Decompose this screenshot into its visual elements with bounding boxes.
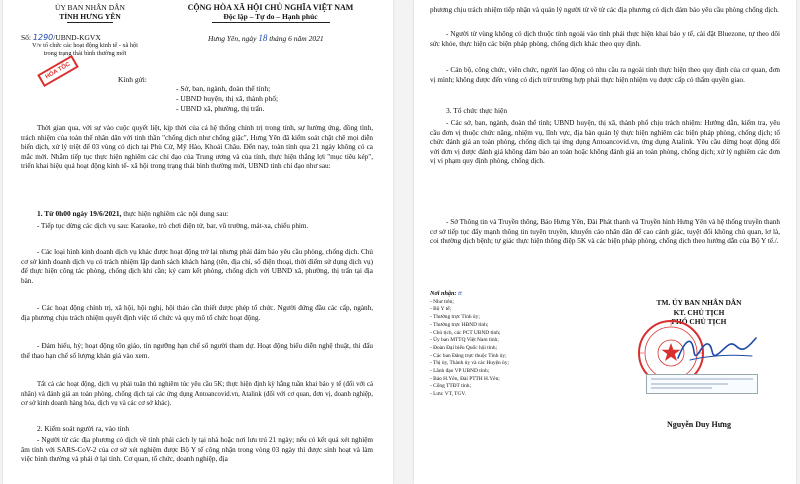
date-prefix: Hưng Yên, ngày — [208, 34, 257, 43]
doc-number-label: Số: — [21, 33, 32, 42]
issuer-underline — [67, 22, 113, 23]
paragraph-religious-events: - Đảm hiếu, hỷ; hoạt động tôn giáo, tín ngưỡng hạn chế số người tham dự. Hoạt động biểu diễn nghệ thuật, thi đấu thể thao hạn chế số lượng khán giả vào xem. — [21, 342, 373, 360]
distribution-item: - Thường trực Tỉnh ủy; — [430, 314, 480, 321]
paragraph-officials-travel: - Cán bộ, công chức, viên chức, người lao động có nhu cầu ra ngoài tỉnh thực hiện theo quy định của cơ quan, đơn vị mình; không được đến vùng có dịch trừ trường hợp phải thực hiện nhiệm vụ được cấp có thẩm quyền giao. — [430, 66, 780, 84]
paragraph-implementation: - Các sở, ban, ngành, đoàn thể tỉnh; UBND huyện, thị xã, thành phố chịu trách nhiệm: Hướng dẫn, kiểm tra, yêu cầu đơn vị thuộc chức năng, nhiệm vụ, lĩnh vực, địa bàn quản lý thực hiện nghiêm các biện pháp phòng, chống dịch; tổ chức đánh giá an toàn phòng, chống dịch tại ứng dụng Antoancovid.vn, ứng dụng Atalink. Yêu cầu dừng hoạt động đối với đơn vị được đánh giá không đảm bảo an toàn hoặc không đánh giá an toàn phòng, chống dịch; xử lý nghiêm các đơn vị vi phạm quy định phòng, chống dịch. — [430, 119, 780, 166]
distribution-item: - Thị ủy, Thành ủy và các Huyện ủy; — [430, 360, 509, 367]
paragraph-5k-compliance: Tất cả các hoạt động, dịch vụ phải tuân thủ nghiêm túc yêu cầu 5K; thực hiện định kỳ hằng tuần khai báo y tế (đối với cá nhân) và đánh giá an toàn phòng, chống dịch tại các ứng dụng Antoancovid.vn, Atalink (đối với cơ quan, đơn vị, doanh nghiệp, cơ sở kinh doanh hàng hóa, dịch vụ và các cơ sở khác). — [21, 381, 373, 408]
section-1-heading-bold: 1. Từ 0h00 ngày 19/6/2021, — [37, 209, 122, 218]
sign-org-line-3: PHÓ CHỦ TỊCH — [671, 317, 727, 326]
doc-number-suffix: /UBND-KGVX — [53, 33, 101, 42]
paragraph-quarantine: - Người từ các địa phương có dịch về tỉnh phải cách ly tại nhà hoặc nơi lưu trú 21 ngày; nếu có kết quả xét nghiệm âm tính với SARS-CoV-2 của cơ sở xét nghiệm được Bộ Y tế công nhận trong vòng 03 ngày thì được sinh hoạt và làm việc bình thường và phải ở lại tỉnh. Cơ quan, tổ chức, doanh nghiệp, địa — [21, 436, 373, 464]
digital-signature-line — [651, 383, 728, 385]
digital-signature-line — [651, 378, 753, 380]
doc-number-handwritten: 1290 — [32, 33, 54, 42]
distribution-item: - Ủy ban MTTQ Việt Nam tỉnh; — [430, 337, 499, 344]
distribution-item: - Báo H.Yên, Đài PTTH H.Yên; — [430, 375, 500, 382]
national-header — [153, 3, 388, 23]
distribution-item: - Chủ tịch, các PCT UBND tỉnh; — [430, 329, 501, 336]
sign-org-line-2: KT. CHỦ TỊCH — [673, 307, 725, 317]
recipient-item: - UBND xã, phường, thị trấn. — [176, 104, 265, 113]
distribution-item: - Cổng TTĐT tỉnh; — [430, 383, 471, 390]
handwritten-signature — [672, 330, 762, 370]
issuer-header — [25, 3, 155, 23]
paragraph-political-events: - Các hoạt động chính trị, xã hội, hội nghị, hội thảo cần thiết được phép tổ chức. Người đứng đầu các cấp, ngành, địa phương chịu trách nhiệm quyết định việc tổ chức và quy mô tổ chức hoạt động. — [21, 304, 373, 322]
sign-org-line-1: TM. ỦY BAN NHÂN DÂN — [656, 298, 742, 307]
digital-signature-box — [646, 374, 758, 394]
document-page-1 — [3, 0, 393, 484]
issuer-line-2: TỈNH HƯNG YÊN — [59, 12, 121, 21]
urgent-stamp: HỎA TỐC — [37, 55, 79, 87]
distribution-item: - Thường trực HĐND tỉnh; — [430, 321, 489, 328]
motto-underline — [212, 22, 330, 23]
handwritten-initials: tt — [458, 291, 463, 297]
recipients-title: Kính gửi: — [118, 75, 147, 84]
document-page-2 — [414, 0, 796, 484]
subject-line-2: trong trạng thái bình thường mới — [43, 49, 127, 57]
paragraph-out-of-province: - Người từ vùng không có dịch thuộc tỉnh ngoài vào tỉnh phải thực hiện khai báo y tế, cài đặt Bluezone, tự theo dõi sức khỏe, thực hiện các biện pháp phòng, chống dịch khác theo quy định. — [430, 30, 780, 48]
section-1-heading-rest: thực hiện nghiêm các nội dung sau: — [121, 209, 229, 218]
recipients-list — [176, 84, 278, 114]
signer-name: Nguyễn Duy Hưng — [667, 420, 731, 429]
paragraph-stop-services: - Tiếp tục dừng các dịch vụ sau: Karaoke, trò chơi điện tử, bar, vũ trường, mát-xa, chiếu phim. — [37, 222, 309, 230]
section-3-heading: 3. Tổ chức thực hiện — [446, 106, 508, 115]
document-date — [208, 33, 324, 43]
recipient-item: - Sở, ban, ngành, đoàn thể tỉnh; — [176, 84, 271, 93]
date-handwritten: 18 — [258, 33, 268, 43]
paragraph-continuation: phương chịu trách nhiệm tiếp nhận và quản lý người từ về từ các địa phương có dịch đảm bảo yêu cầu phòng chống dịch. — [430, 6, 779, 14]
national-motto-1: CỘNG HÒA XÃ HỘI CHỦ NGHĨA VIỆT NAM — [187, 3, 354, 12]
document-number — [21, 33, 101, 42]
distribution-item: - Đoàn Đại biểu Quốc hội tỉnh; — [430, 344, 498, 351]
distribution-item: - Như trên; — [430, 298, 454, 305]
distribution-item: - Lãnh đạo VP UBND tỉnh; — [430, 368, 490, 375]
distribution-list — [430, 290, 610, 399]
recipient-item: - UBND huyện, thị xã, thành phố; — [176, 94, 279, 103]
intro-paragraph: Thời gian qua, với sự vào cuộc quyết liệt, kịp thời của cả hệ thống chính trị trong tỉnh, sự hưởng ứng, đồng tình, trách nhiệm của toàn thể nhân dân với tinh thần "chống dịch như chống giặc", Hưng Yên đã kiểm soát chặt chẽ mọi diễn biến dịch, xử lý triệt để 03 vùng có dịch tại Phù Cừ, Mỹ Hào, Khoái Châu. Đến nay, toàn tỉnh qua 21 ngày không có ca mắc mới. Nhằm tiếp tục thực hiện nghiêm các chỉ đạo của Trung ương và của tỉnh, thực hiện thắng lợi "mục tiêu kép", triển khai hiệu quả hoạt động kinh tế- xã hội trong trạng thái bình thường mới, UBND tỉnh chỉ đạo như sau: — [21, 124, 373, 171]
subject-line-1: V/v tổ chức các hoạt động kinh tế - xã hội — [32, 42, 138, 49]
national-motto-2: Độc lập – Tự do – Hạnh phúc — [223, 12, 318, 21]
distribution-item: - Bộ Y tế; — [430, 306, 452, 313]
date-suffix: tháng 6 năm 2021 — [269, 34, 324, 43]
section-1-heading — [37, 209, 228, 218]
issuer-line-1: ỦY BAN NHÂN DÂN — [55, 3, 125, 12]
paragraph-other-services: - Các loại hình kinh doanh dịch vụ khác được hoạt động trở lại nhưng phải đảm bảo yêu cầu phòng, chống dịch. Chủ cơ sở kinh doanh dịch vụ có trách nhiệm lập danh sách khách hàng (tên, địa chỉ, số điện thoại, thời điểm sử dụng dịch vụ) để thực hiện công tác phòng, chống dịch khi cần; ký cam kết phòng, chống dịch với UBND xã, phường, thị trấn tại địa bàn. — [21, 248, 373, 285]
distribution-item: - Lưu: VT, TGV. — [430, 391, 466, 398]
digital-signature-line — [651, 387, 712, 389]
distribution-item: - Các ban Đảng trực thuộc Tỉnh ủy; — [430, 352, 507, 359]
paragraph-communication: - Sở Thông tin và Truyền thông, Báo Hưng Yên, Đài Phát thanh và Truyền hình Hưng Yên và hệ thống truyền thanh cơ sở tiếp tục đẩy mạnh thông tin tuyên truyền, khuyến cáo nhân dân để cao cảnh giác, tuyệt đối không chủ quan, lơ là, coi thường dịch bệnh; tự giác thực hiện thông điệp 5K và các biện pháp phòng, chống dịch theo hướng dẫn của Bộ Y tế./. — [430, 218, 780, 246]
distribution-title-text: Nơi nhận: — [430, 290, 457, 297]
distribution-title — [430, 290, 610, 299]
section-2-heading: 2. Kiểm soát người ra, vào tỉnh — [37, 424, 130, 433]
document-subject — [10, 42, 160, 57]
